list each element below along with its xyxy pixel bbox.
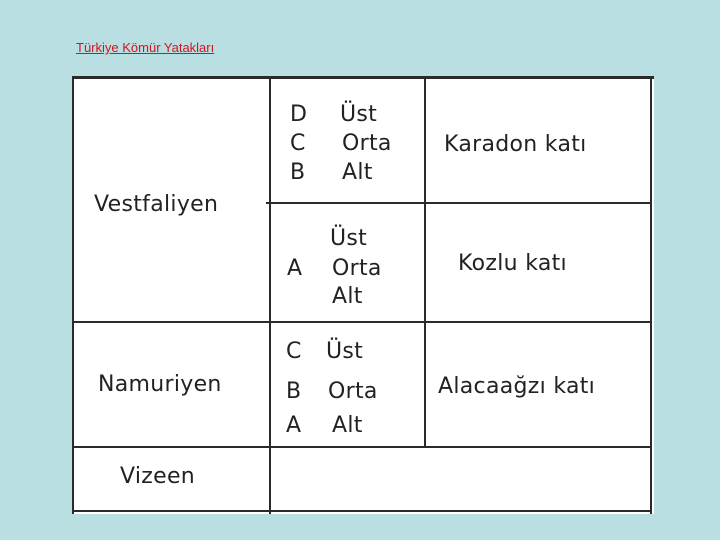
kozlu-formation: Kozlu katı	[458, 251, 567, 276]
coal-stratigraphy-table	[72, 76, 654, 514]
kozlu-level-alt: Alt	[332, 284, 363, 309]
column-divider-1	[269, 76, 271, 514]
karadon-level-orta: Orta	[342, 131, 392, 156]
alacaagzi-level-alt: Alt	[332, 413, 363, 438]
table-border-bottom	[72, 510, 652, 512]
period-namuriyen: Namuriyen	[98, 372, 222, 397]
row-divider-vizeen	[72, 446, 652, 448]
alacaagzi-level-orta: Orta	[328, 379, 378, 404]
karadon-letter-c: C	[290, 131, 306, 156]
karadon-formation: Karadon katı	[444, 132, 587, 157]
karadon-letter-d: D	[290, 102, 308, 127]
karadon-level-ust: Üst	[340, 102, 378, 127]
kozlu-letter-a: A	[287, 256, 303, 281]
karadon-level-alt: Alt	[342, 160, 373, 185]
table-border-top	[72, 76, 654, 79]
alacaagzi-letter-c: C	[286, 339, 302, 364]
table-border-left	[72, 76, 74, 514]
row-divider-namuriyen	[72, 321, 652, 323]
alacaagzi-letter-b: B	[286, 379, 302, 404]
table-border-right	[650, 76, 652, 514]
period-vestfaliyen: Vestfaliyen	[94, 192, 219, 217]
alacaagzi-level-ust: Üst	[326, 339, 364, 364]
row-divider-kozlu	[266, 202, 652, 204]
karadon-letter-b: B	[290, 160, 306, 185]
alacaagzi-formation: Alacaağzı katı	[438, 374, 596, 399]
alacaagzi-letter-a: A	[286, 413, 302, 438]
kozlu-level-ust: Üst	[330, 226, 368, 251]
period-vizeen: Vizeen	[120, 464, 196, 489]
kozlu-level-orta: Orta	[332, 256, 382, 281]
column-divider-2	[424, 76, 426, 448]
slide-title: Türkiye Kömür Yatakları	[76, 40, 215, 55]
